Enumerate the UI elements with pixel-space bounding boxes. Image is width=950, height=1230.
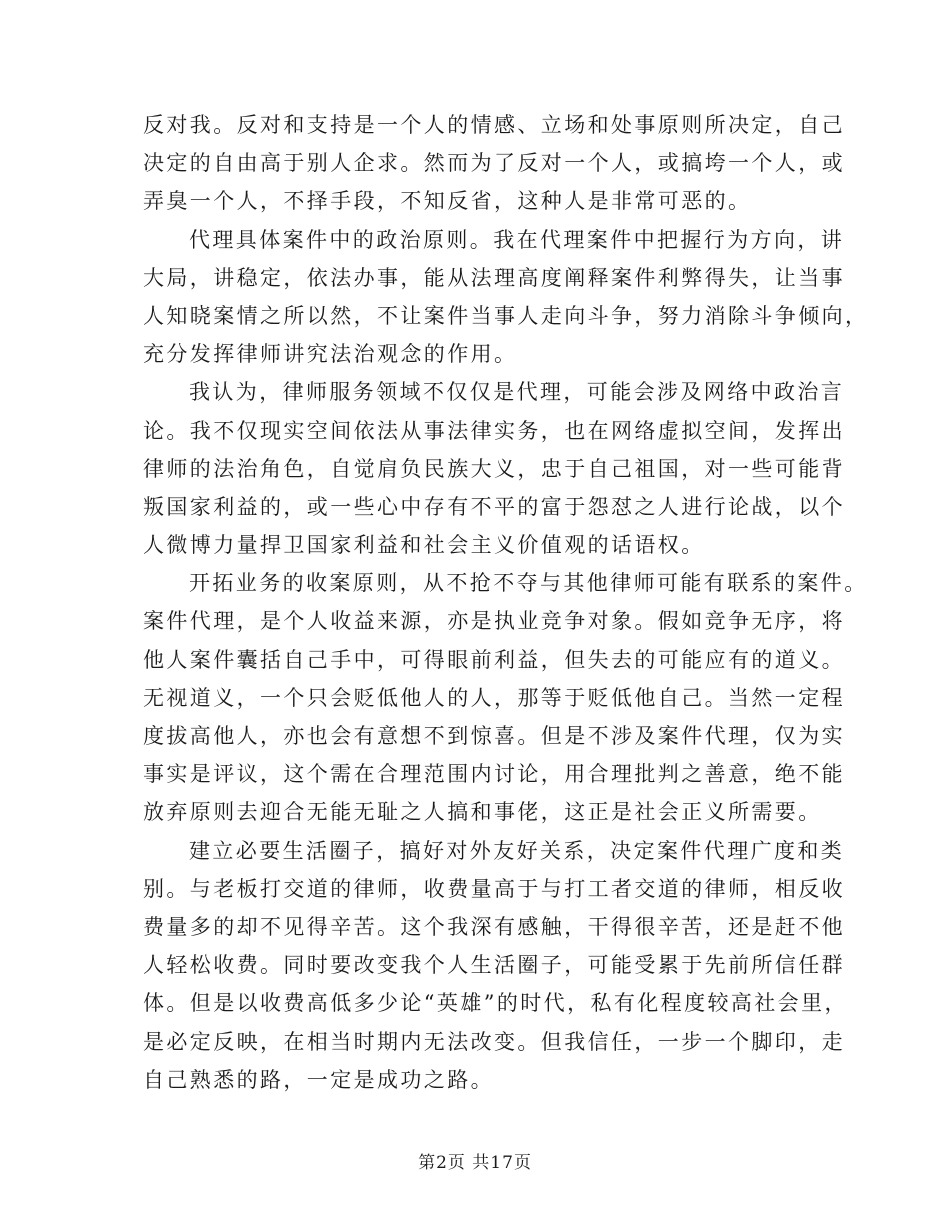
text-line: 开拓业务的收案原则，从不抢不夺与其他律师可能有联系的案件。: [189, 571, 868, 596]
text-line: 费量多的却不见得辛苦。这个我深有感触，干得很辛苦，还是赶不他: [143, 914, 845, 939]
text-line: 代理具体案件中的政治原则。我在代理案件中把握行为方向，讲: [189, 227, 845, 252]
total-page-count: 17: [490, 1153, 514, 1173]
page-number-suffix: 页: [513, 1153, 532, 1173]
text-line: 我认为，律师服务领域不仅仅是代理，可能会涉及网络中政治言: [189, 380, 845, 405]
text-line: 体。但是以收费高低多少论“英雄”的时代，私有化程度较高社会里，: [143, 991, 848, 1016]
paragraph: [143, 373, 845, 564]
text-line: 弄臭一个人，不择手段，不知反省，这种人是非常可恶的。: [143, 189, 752, 214]
page-number-prefix: 第: [418, 1153, 437, 1173]
text-line: 人轻松收费。同时要改变我个人生活圈子，可能受累于先前所信任群: [143, 953, 845, 978]
text-line: 充分发挥律师讲究法治观念的作用。: [143, 342, 518, 367]
text-line: 反对我。反对和支持是一个人的情感、立场和处事原则所决定，自己: [143, 113, 845, 137]
text-line: 案件代理，是个人收益来源，亦是执业竞争对象。假如竞争无序，将: [143, 609, 845, 634]
text-line: 决定的自由高于别人企求。然而为了反对一个人，或搞垮一个人，或: [143, 151, 845, 176]
text-line: 他人案件囊括自己手中，可得眼前利益，但失去的可能应有的道义。: [143, 647, 845, 672]
paragraph: [143, 832, 848, 1099]
text-line: 自己熟悉的路，一定是成功之路。: [143, 1067, 494, 1092]
text-line: 事实是评议，这个需在合理范围内讨论，用合理批判之善意，绝不能: [143, 762, 845, 787]
paragraph: [143, 564, 868, 831]
text-line: 无视道义，一个只会贬低他人的人，那等于贬低他自己。当然一定程: [143, 685, 845, 710]
page-footer: [0, 1148, 950, 1173]
paragraph: [143, 221, 869, 374]
text-line: 论。我不仅现实空间依法从事法律实务，也在网络虚拟空间，发挥出: [143, 418, 845, 443]
text-line: 度拔高他人，亦也会有意想不到惊喜。但是不涉及案件代理，仅为实: [143, 724, 845, 748]
text-line: 叛国家利益的，或一些心中存有不平的富于怨怼之人进行论战，以个: [143, 494, 845, 519]
text-line: 建立必要生活圈子，搞好对外友好关系，决定案件代理广度和类: [189, 838, 845, 863]
text-line: 是必定反映，在相当时期内无法改变。但我信任，一步一个脚印，走: [143, 1029, 845, 1054]
text-line: 放弃原则去迎合无能无耻之人搞和事佬，这正是社会正义所需要。: [143, 800, 822, 825]
document-body: [143, 106, 869, 1099]
paragraph: [143, 106, 845, 221]
current-page-number: 2: [436, 1153, 448, 1173]
text-line: 别。与老板打交道的律师，收费量高于与打工者交道的律师，相反收: [143, 876, 845, 901]
text-line: 人知晓案情之所以然，不让案件当事人走向斗争，努力消除斗争倾向，: [143, 303, 869, 328]
text-line: 律师的法治角色，自觉肩负民族大义，忠于自己祖国，对一些可能背: [143, 456, 845, 481]
page-number-middle: 页 共: [447, 1153, 491, 1173]
text-line: 人微博力量捍卫国家利益和社会主义价值观的话语权。: [143, 533, 705, 558]
text-line: 大局，讲稳定，依法办事，能从法理高度阐释案件利弊得失，让当事: [143, 265, 845, 290]
